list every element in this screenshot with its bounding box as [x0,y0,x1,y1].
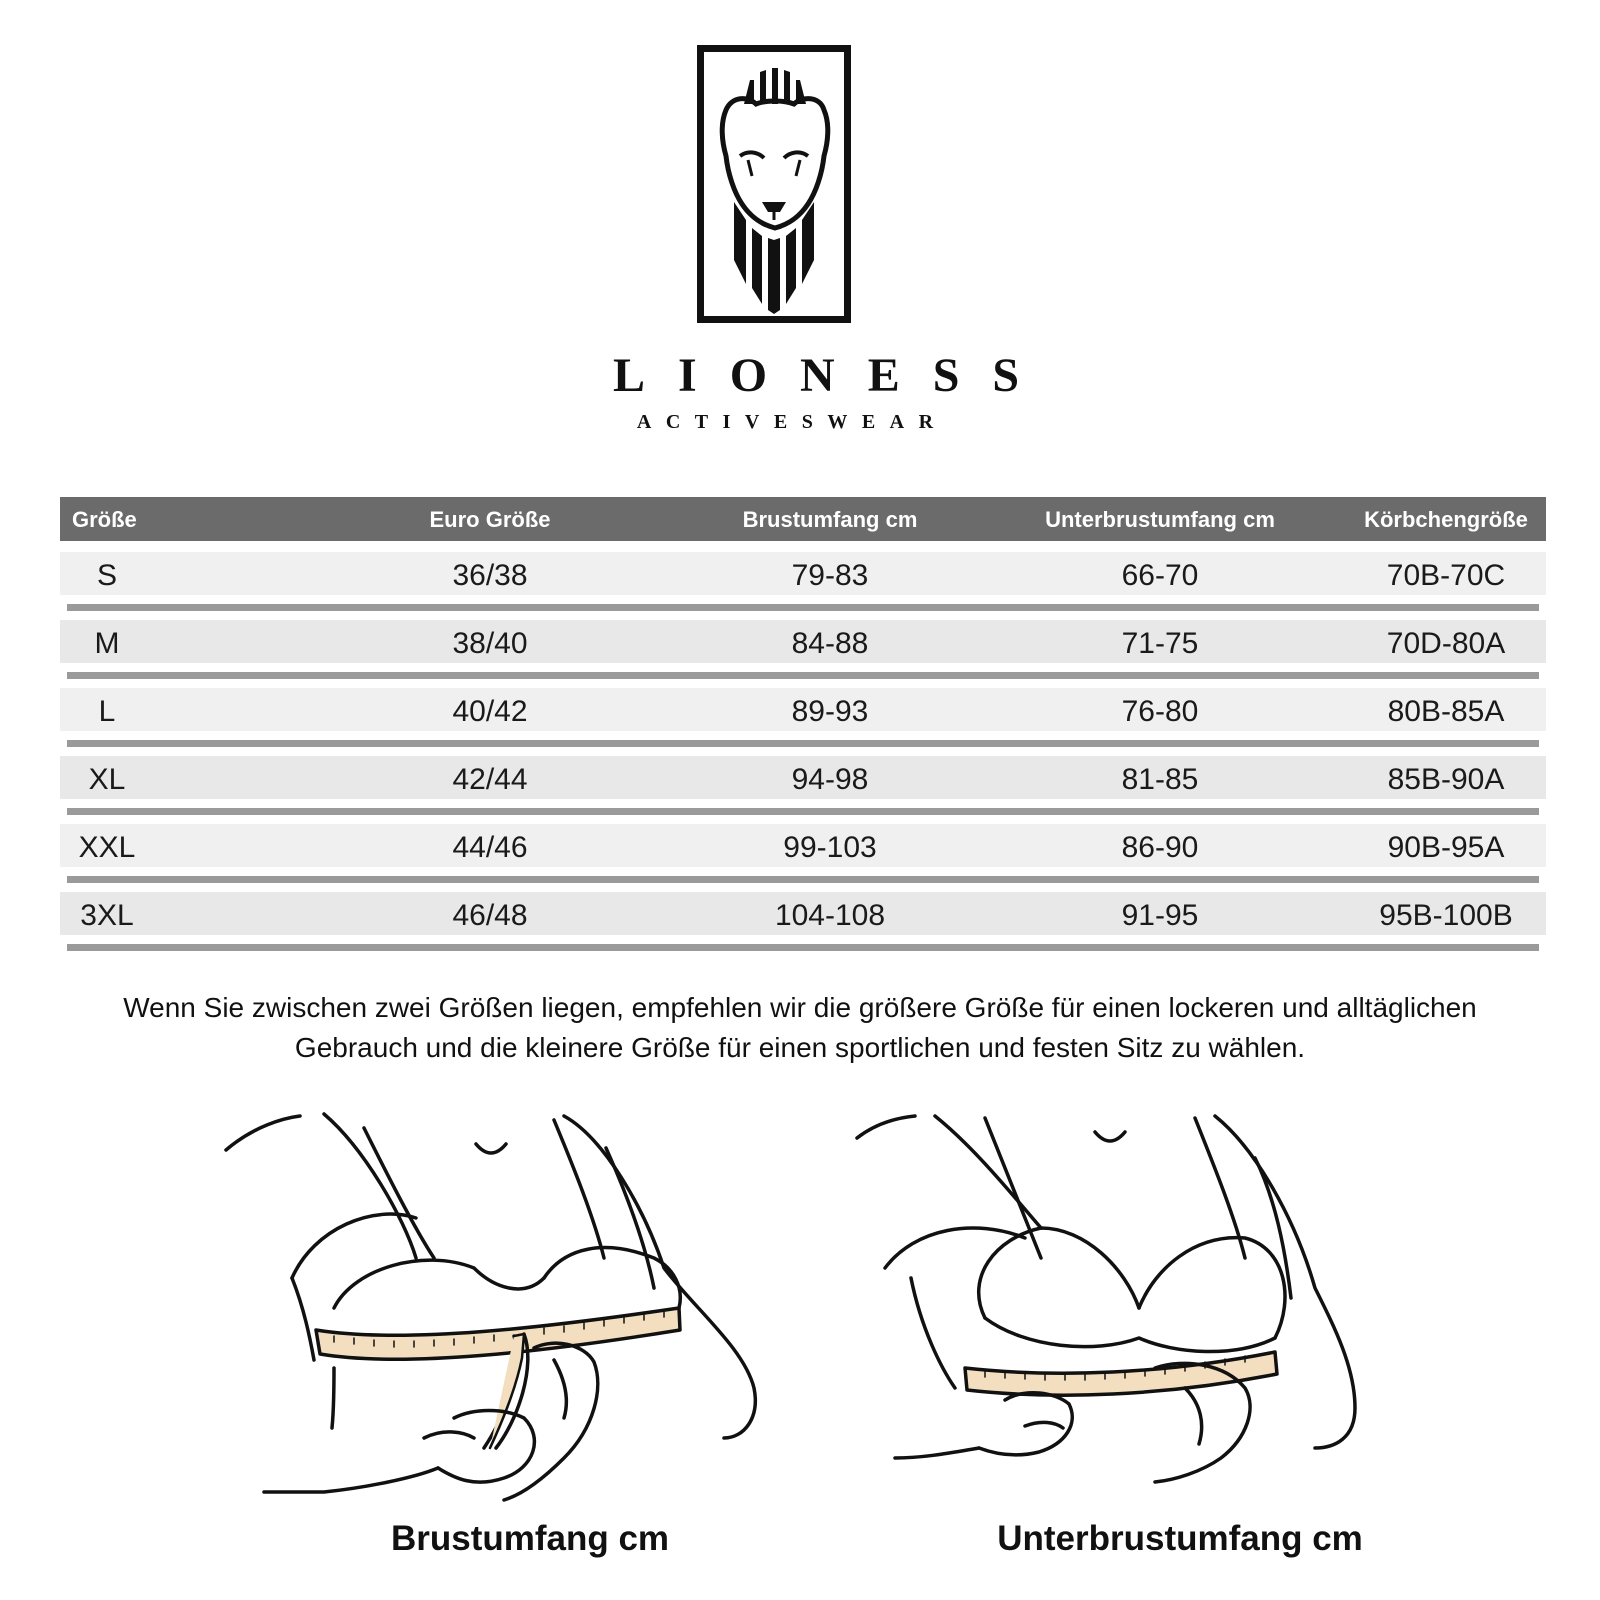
lioness-head-icon [704,52,844,316]
table-row [60,824,1546,892]
cell-bust: 79-83 [791,559,869,592]
cell-size: M [94,627,120,660]
cell-cup-size: 90B-95A [1387,831,1505,864]
bust-measurement-caption: Brustumfang cm [390,1519,670,1558]
bust-measurement-illustration [224,1108,784,1508]
table-row [60,892,1546,960]
brand-tagline: ACTIVESWEAR [636,411,948,433]
row-divider [67,876,1539,883]
cell-size: L [98,695,116,728]
brand-logo [697,45,851,323]
size-chart-table [60,497,1546,932]
cell-euro-size: 46/48 [452,899,528,932]
cell-euro-size: 36/38 [452,559,528,592]
cell-cup-size: 85B-90A [1387,763,1505,796]
cell-bust: 99-103 [783,831,877,864]
cell-cup-size: 95B-100B [1379,899,1513,932]
row-divider [67,944,1539,951]
underbust-measurement-caption: Unterbrustumfang cm [997,1519,1363,1558]
cell-underbust: 76-80 [1121,695,1199,728]
fit-recommendation-note [40,988,1560,1068]
cell-cup-size: 70D-80A [1386,627,1506,660]
cell-underbust: 71-75 [1121,627,1199,660]
cell-bust: 89-93 [791,695,869,728]
table-header [60,497,1546,541]
header-underbust: Unterbrustumfang cm [1045,507,1275,532]
note-line-2: Gebrauch und die kleinere Größe für einen sportlichen und festen Sitz zu wählen. [294,1032,1306,1063]
cell-size: S [96,559,117,592]
cell-underbust: 91-95 [1121,899,1199,932]
cell-bust: 84-88 [791,627,869,660]
row-divider [67,672,1539,679]
table-row [60,552,1546,620]
header-size: Größe [72,507,137,532]
cell-bust: 104-108 [774,899,886,932]
cell-euro-size: 40/42 [452,695,528,728]
cell-cup-size: 80B-85A [1387,695,1505,728]
row-divider [67,808,1539,815]
cell-underbust: 66-70 [1121,559,1199,592]
brand-name: LIONESS [613,349,1053,402]
table-row [60,756,1546,824]
table-row [60,620,1546,688]
cell-size: XL [88,763,126,796]
row-divider [67,740,1539,747]
cell-cup-size: 70B-70C [1386,559,1506,592]
cell-size: 3XL [80,899,134,932]
cell-size: XXL [78,831,136,864]
header-euro-size: Euro Größe [429,507,551,532]
header-bust: Brustumfang cm [742,507,918,532]
cell-euro-size: 38/40 [452,627,528,660]
cell-euro-size: 44/46 [452,831,528,864]
header-cup-size: Körbchengröße [1364,507,1528,532]
underbust-measurement-illustration [855,1108,1415,1508]
note-line-1: Wenn Sie zwischen zwei Größen liegen, empfehlen wir die größere Größe für einen lockeren und alltäglichen [123,992,1477,1023]
row-divider [67,604,1539,611]
table-body [60,552,1546,960]
cell-underbust: 81-85 [1121,763,1199,796]
table-row [60,688,1546,756]
cell-euro-size: 42/44 [452,763,528,796]
cell-underbust: 86-90 [1121,831,1199,864]
cell-bust: 94-98 [791,763,869,796]
